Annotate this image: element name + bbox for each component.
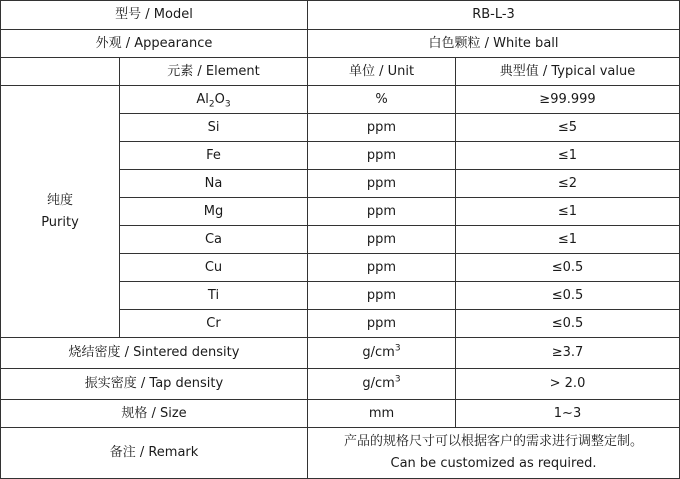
element-unit: % — [308, 86, 456, 114]
remark-row — [1, 428, 680, 479]
element-name: Si — [120, 114, 308, 142]
element-unit: ppm — [308, 170, 456, 198]
sintered-density-row — [1, 338, 680, 369]
formula-subscript: 3 — [224, 99, 231, 110]
purity-row — [1, 86, 680, 114]
element-name: Na — [120, 170, 308, 198]
formula-part: O — [214, 91, 225, 107]
sintered-density-value: ≥3.7 — [456, 338, 680, 369]
element-value: ≤1 — [456, 198, 680, 226]
element-value: ≥99.999 — [456, 86, 680, 114]
element-value: ≤1 — [456, 142, 680, 170]
model-row — [1, 1, 680, 30]
appearance-row — [1, 30, 680, 58]
element-unit: ppm — [308, 310, 456, 338]
size-label: 规格 / Size — [1, 400, 308, 428]
element-unit: ppm — [308, 114, 456, 142]
formula-part: Al — [196, 91, 209, 107]
remark-text-cn: 产品的规格尺寸可以根据客户的需求进行调整定制。 — [343, 434, 643, 449]
model-value: RB-L-3 — [308, 1, 680, 30]
element-name: Cr — [120, 310, 308, 338]
element-value: ≤5 — [456, 114, 680, 142]
element-formula — [120, 86, 308, 114]
element-value: ≤0.5 — [456, 310, 680, 338]
tap-density-row — [1, 369, 680, 400]
element-name: Ti — [120, 282, 308, 310]
remark-text-en: Can be customized as required. — [390, 456, 597, 471]
element-name: Fe — [120, 142, 308, 170]
element-unit: ppm — [308, 226, 456, 254]
tap-density-unit — [308, 369, 456, 400]
element-header: 元素 / Element — [120, 58, 308, 86]
sintered-density-label: 烧结密度 / Sintered density — [1, 338, 308, 369]
appearance-label: 外观 / Appearance — [1, 30, 308, 58]
element-value: ≤0.5 — [456, 282, 680, 310]
unit-exponent: 3 — [394, 343, 401, 354]
tap-density-label: 振实密度 / Tap density — [1, 369, 308, 400]
sintered-density-unit — [308, 338, 456, 369]
element-unit: ppm — [308, 198, 456, 226]
purity-label — [1, 86, 120, 338]
size-row — [1, 400, 680, 428]
typical-value-header: 典型值 / Typical value — [456, 58, 680, 86]
element-name: Cu — [120, 254, 308, 282]
purity-label-en: Purity — [41, 214, 79, 230]
element-unit: ppm — [308, 282, 456, 310]
model-label: 型号 / Model — [1, 1, 308, 30]
remark-label: 备注 / Remark — [1, 428, 308, 479]
element-name: Mg — [120, 198, 308, 226]
purity-header-row — [1, 58, 680, 86]
size-value: 1~3 — [456, 400, 680, 428]
unit-base: g/cm — [362, 345, 395, 360]
element-unit: ppm — [308, 254, 456, 282]
tap-density-value: > 2.0 — [456, 369, 680, 400]
element-name: Ca — [120, 226, 308, 254]
element-value: ≤2 — [456, 170, 680, 198]
appearance-value: 白色颗粒 / White ball — [308, 30, 680, 58]
purity-label-cn: 纯度 — [46, 192, 73, 208]
formula-subscript: 2 — [208, 99, 215, 110]
unit-base: g/cm — [362, 376, 395, 391]
remark-value — [308, 428, 680, 479]
element-value: ≤0.5 — [456, 254, 680, 282]
size-unit: mm — [308, 400, 456, 428]
element-value: ≤1 — [456, 226, 680, 254]
header-blank-cell — [1, 58, 120, 86]
unit-header: 单位 / Unit — [308, 58, 456, 86]
element-unit: ppm — [308, 142, 456, 170]
unit-exponent: 3 — [394, 374, 401, 385]
